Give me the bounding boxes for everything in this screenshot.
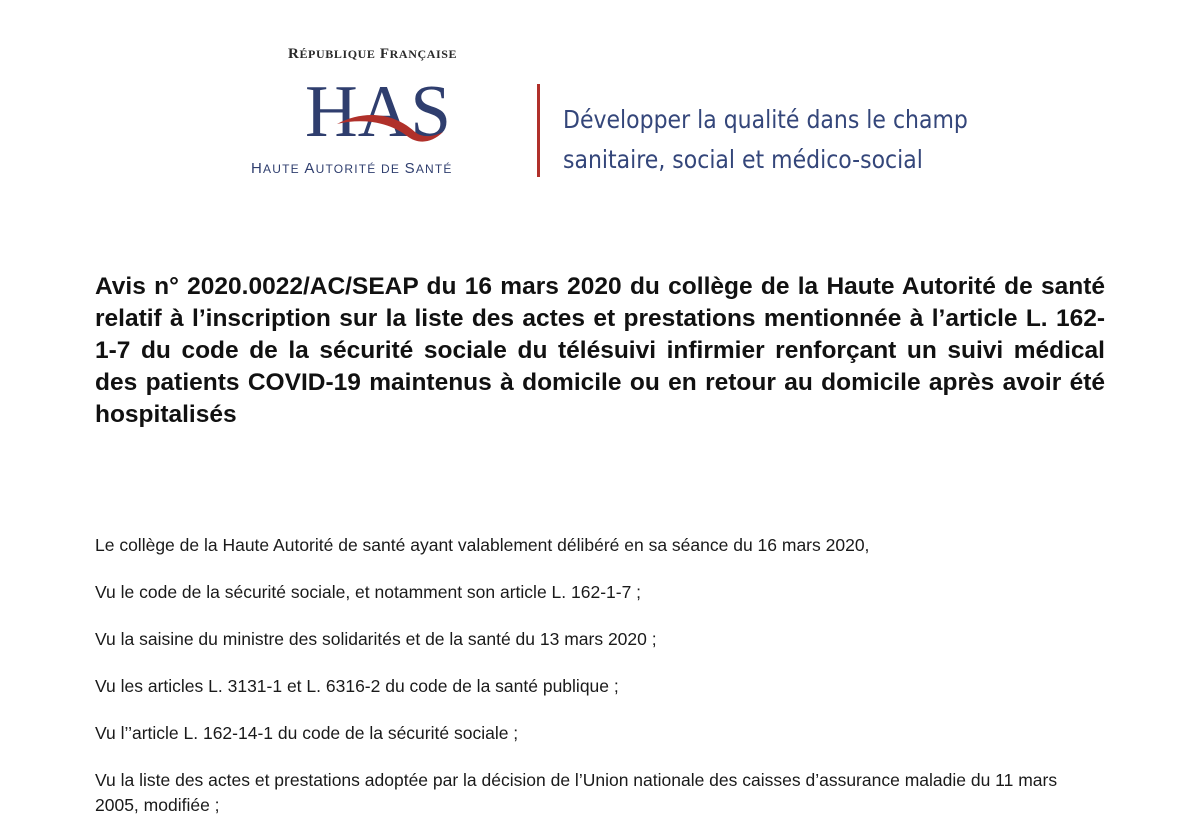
paragraph: Le collège de la Haute Autorité de santé ayant valablement délibéré en sa séance du 16 mars 2020,: [95, 535, 870, 555]
rf-rest-2: RANÇAISE: [389, 47, 458, 61]
org-name-part: A: [304, 160, 316, 177]
org-name-part: S: [404, 160, 416, 177]
has-logo-letters: HAS: [305, 74, 451, 152]
document-header: [0, 0, 1200, 200]
paragraph: Vu l’’article L. 162-14-1 du code de la sécurité sociale ;: [95, 723, 519, 743]
org-name-part: ANTÉ: [415, 162, 453, 176]
haute-autorite-de-sante-label: [251, 160, 453, 177]
org-name-part: H: [251, 160, 264, 177]
tagline-line-1: Développer la qualité dans le champ: [563, 105, 968, 134]
header-divider: [537, 84, 540, 177]
has-logo: [303, 74, 455, 152]
paragraph: Vu la saisine du ministre des solidarités et de la santé du 13 mars 2020 ;: [95, 629, 657, 649]
rf-initial-r: R: [288, 46, 300, 62]
rf-initial-f: F: [379, 46, 390, 62]
rf-rest-1: ÉPUBLIQUE: [299, 47, 376, 61]
has-logo-icon: [303, 74, 455, 152]
has-tagline: [563, 100, 968, 180]
paragraph: Vu la liste des actes et prestations adoptée par la décision de l’Union nationale des caisses d’assurance maladie du 11 mars 2005, modifiée ;: [95, 770, 1058, 815]
document-title: Avis n° 2020.0022/AC/SEAP du 16 mars 2020 du collège de la Haute Autorité de santé relatif à l’inscription sur la liste des actes et prestations mentionnée à l’article L. 162-1-7 du code de la sécurité sociale du télésuivi infirmier renforçant un suivi médical des patients COVID-19 maintenus à domicile ou en retour au domicile après avoir été hospitalisés: [95, 273, 1105, 428]
document-body: [95, 533, 1105, 840]
republique-francaise-label: [288, 46, 457, 63]
tagline-line-2: sanitaire, social et médico-social: [563, 145, 923, 174]
paragraph: Vu le code de la sécurité sociale, et notamment son article L. 162-1-7 ;: [95, 582, 642, 602]
org-name-part: UTORITÉ DE: [315, 162, 405, 176]
paragraph: Vu les articles L. 3131-1 et L. 6316-2 du code de la santé publique ;: [95, 676, 619, 696]
org-name-part: AUTE: [263, 162, 305, 176]
